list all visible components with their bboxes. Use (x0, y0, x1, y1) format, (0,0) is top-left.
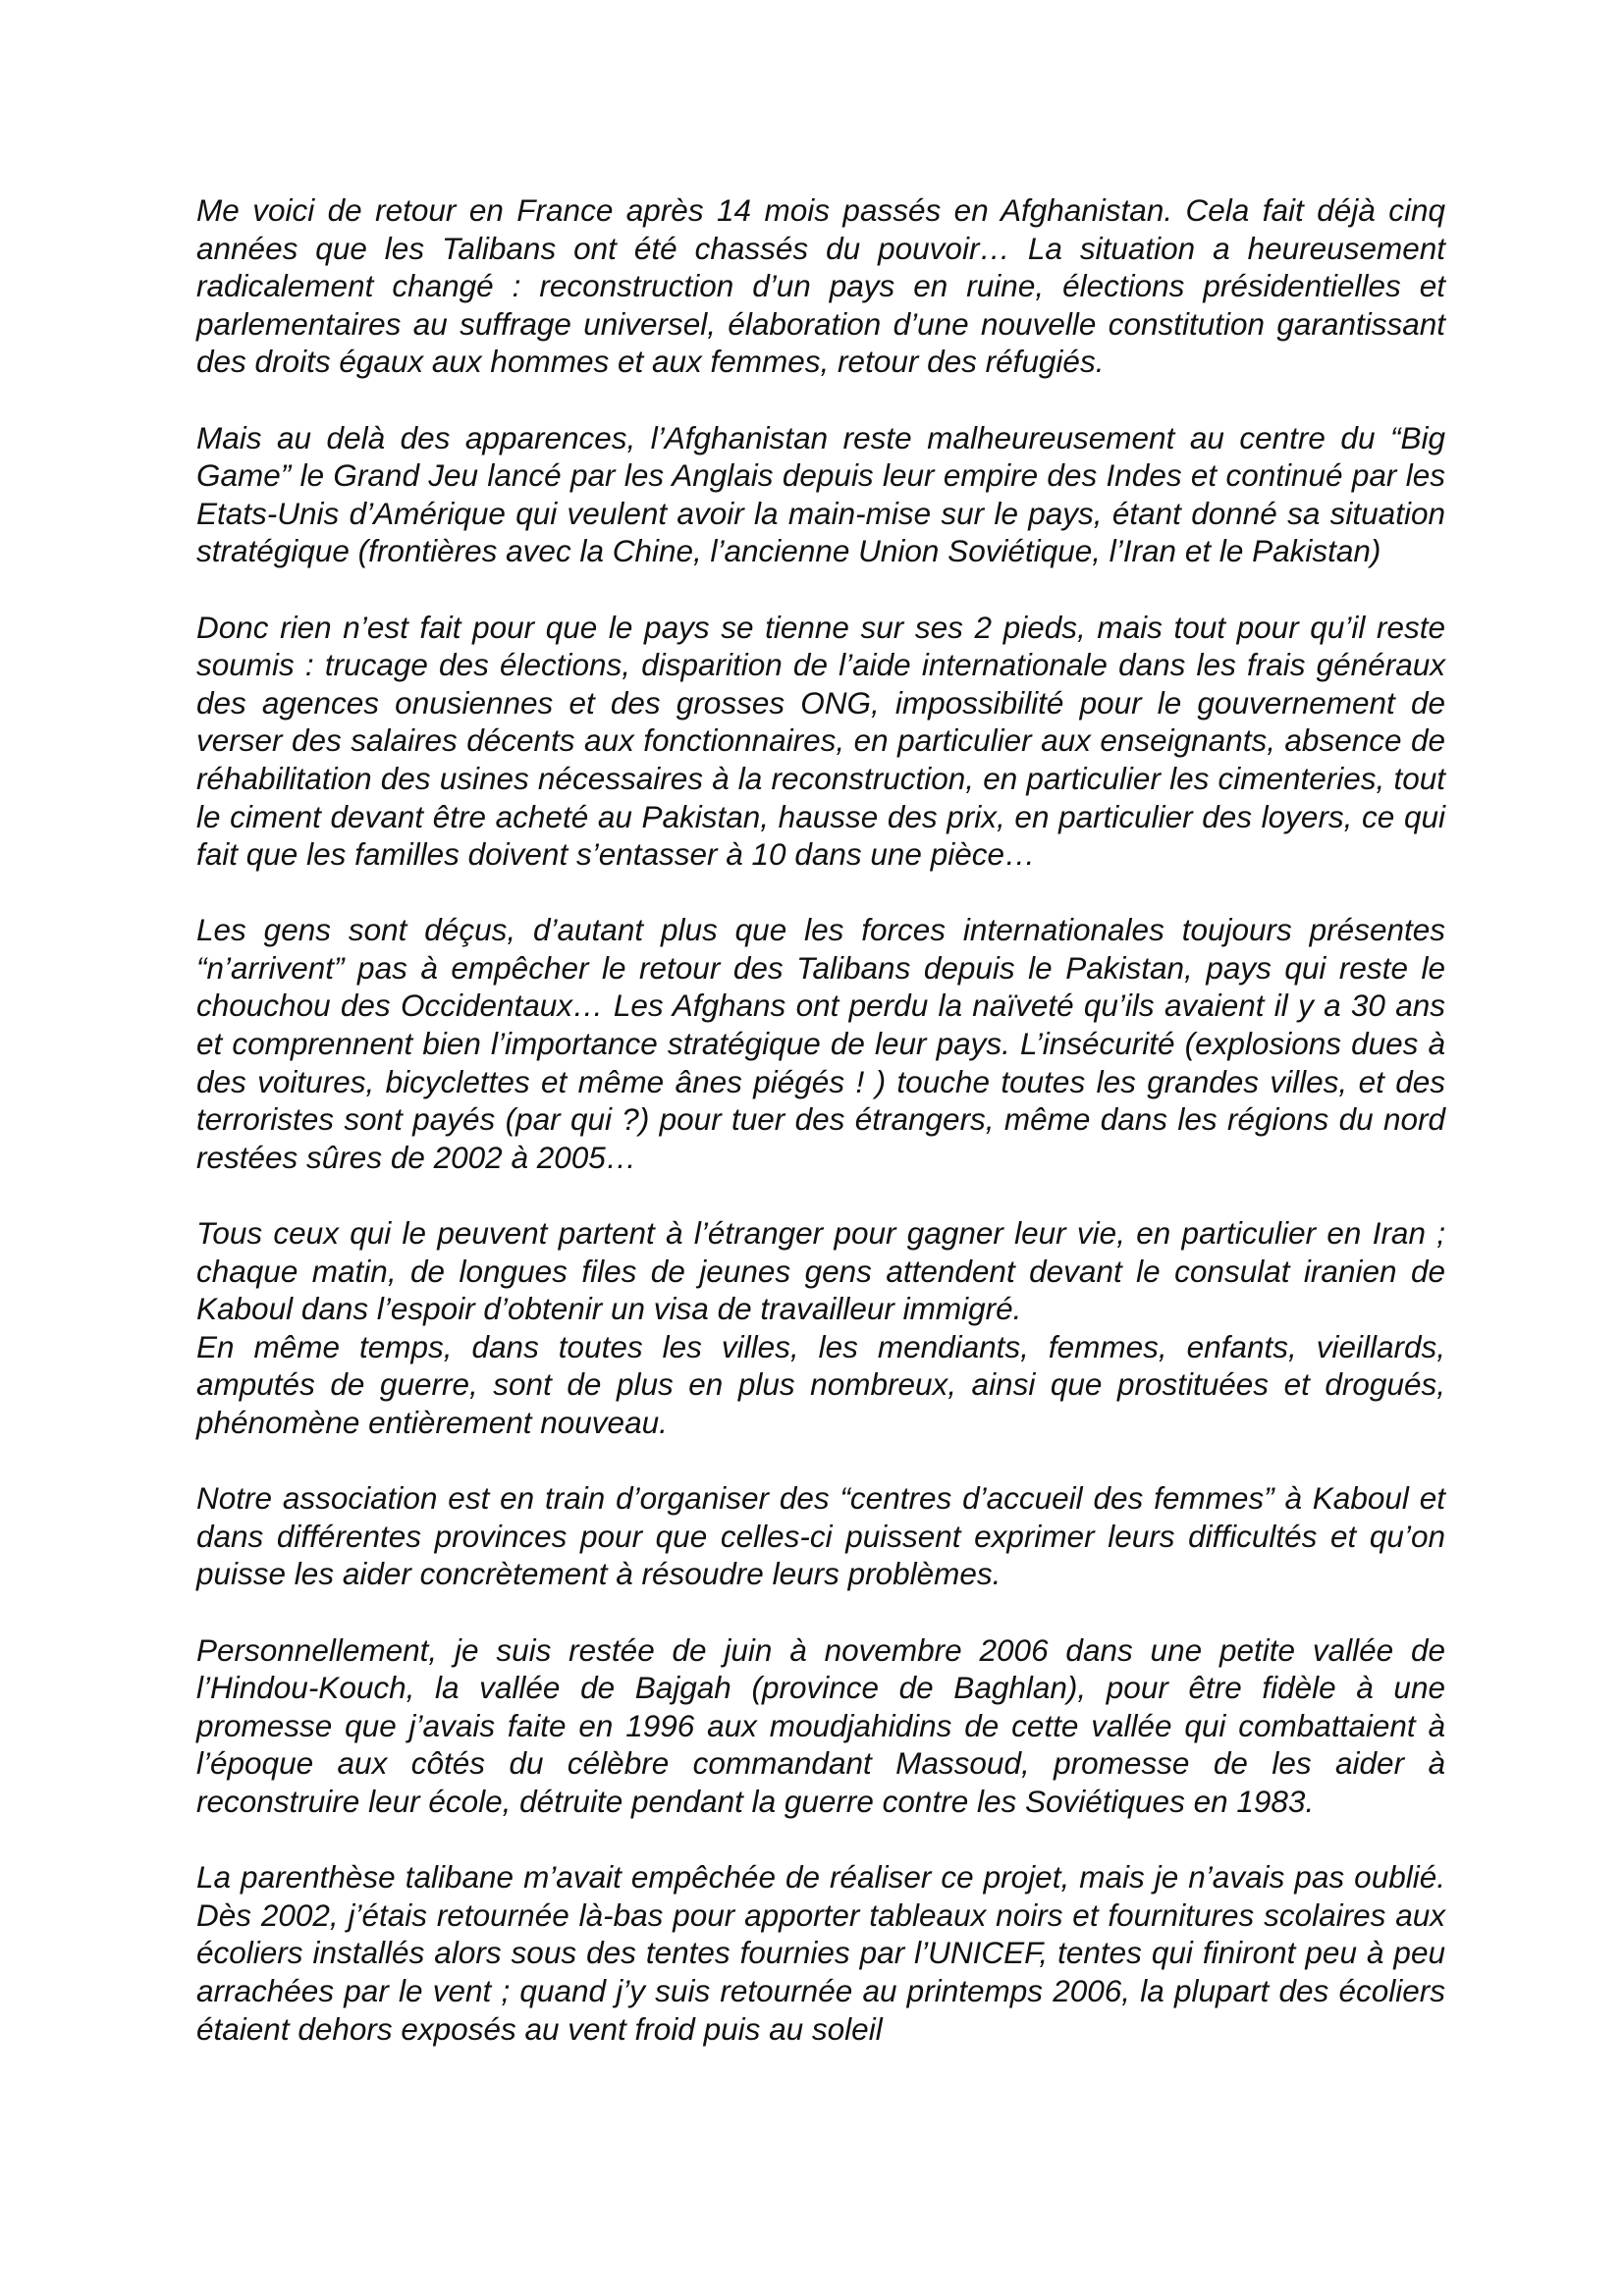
paragraph-big-game: Mais au delà des apparences, l’Afghanistan reste malheureusement au centre du “Big Game” le Grand Jeu lancé par les Anglais depuis leur empire des Indes et continué par les Etats-Unis d’Amérique qui veulent avoir la main-mise sur le pays, étant donné sa situation stratégique (frontières avec la Chine, l’ancienne Union Soviétique, l’Iran et le Pakistan) (196, 419, 1445, 569)
paragraph-beggars: En même temps, dans toutes les villes, les mendiants, femmes, enfants, vieillards, amputés de guerre, sont de plus en plus nombreux, ainsi que prostituées et drogués, phénomène entièrement nouveau. (196, 1328, 1445, 1440)
paragraph-emigration: Tous ceux qui le peuvent partent à l’étranger pour gagner leur vie, en particulier en Iran ; chaque matin, de longues files de jeunes gens attendent devant le consulat iranien de Kaboul dans l’espoir d’obtenir un visa de travailleur immigré. (196, 1215, 1445, 1327)
paragraph-intro: Me voici de retour en France après 14 mois passés en Afghanistan. Cela fait déjà cinq années que les Talibans ont été chassés du pouvoir… La situation a heureusement radicalement changé : reconstruction d’un pays en ruine, élections présidentielles et parlementaires au suffrage universel, élaboration d’une nouvelle constitution garantissant des droits égaux aux hommes et aux femmes, retour des réfugiés. (196, 192, 1445, 380)
paragraph-disappointment: Les gens sont déçus, d’autant plus que les forces internationales toujours présentes “n’arrivent” pas à empêcher le retour des Talibans depuis le Pakistan, pays qui reste le chouchou des Occidentaux… Les Afghans ont perdu la naïveté qu’ils avaient il y a 30 ans et comprennent bien l’importance stratégique de leur pays. L’insécurité (explosions dues à des voitures, bicyclettes et même ânes piégés ! ) touche toutes les grandes villes, et des terroristes sont payés (par qui ?) pour tuer des étrangers, même dans les régions du nord restées sûres de 2002 à 2005… (196, 912, 1445, 1175)
paragraph-personal: Personnellement, je suis restée de juin à novembre 2006 dans une petite vallée de l’Hindou-Kouch, la vallée de Bajgah (province de Baghlan), pour être fidèle à une promesse que j’avais faite en 1996 aux moudjahidins de cette vallée qui combattaient à l’époque aux côtés du célèbre commandant Massoud, promesse de les aider à reconstruire leur école, détruite pendant la guerre contre les Soviétiques en 1983. (196, 1631, 1445, 1819)
paragraph-taliban-parenthesis: La parenthèse talibane m’avait empêchée de réaliser ce projet, mais je n’avais pas oublié. Dès 2002, j’étais retournée là-bas pour apporter tableaux noirs et fournitures scolaires aux écoliers installés alors sous des tentes fournies par l’UNICEF, tentes qui finiront peu à peu arrachées par le vent ; quand j’y suis retournée au printemps 2006, la plupart des écoliers étaient dehors exposés au vent froid puis au soleil (196, 1859, 1445, 2047)
paragraph-association: Notre association est en train d’organiser des “centres d’accueil des femmes” à Kaboul et dans différentes provinces pour que celles-ci puissent exprimer leurs difficultés et qu’on puisse les aider concrètement à résoudre leurs problèmes. (196, 1480, 1445, 1592)
document-body (196, 191, 1445, 2048)
paragraph-submission: Donc rien n’est fait pour que le pays se tienne sur ses 2 pieds, mais tout pour qu’il reste soumis : trucage des élections, disparition de l’aide internationale dans les frais généraux des agences onusiennes et des grosses ONG, impossibilité pour le gouvernement de verser des salaires décents aux fonctionnaires, en particulier aux enseignants, absence de réhabilitation des usines nécessaires à la reconstruction, en particulier les cimenteries, tout le ciment devant être acheté au Pakistan, hausse des prix, en particulier des loyers, ce qui fait que les familles doivent s’entasser à 10 dans une pièce… (196, 609, 1445, 873)
